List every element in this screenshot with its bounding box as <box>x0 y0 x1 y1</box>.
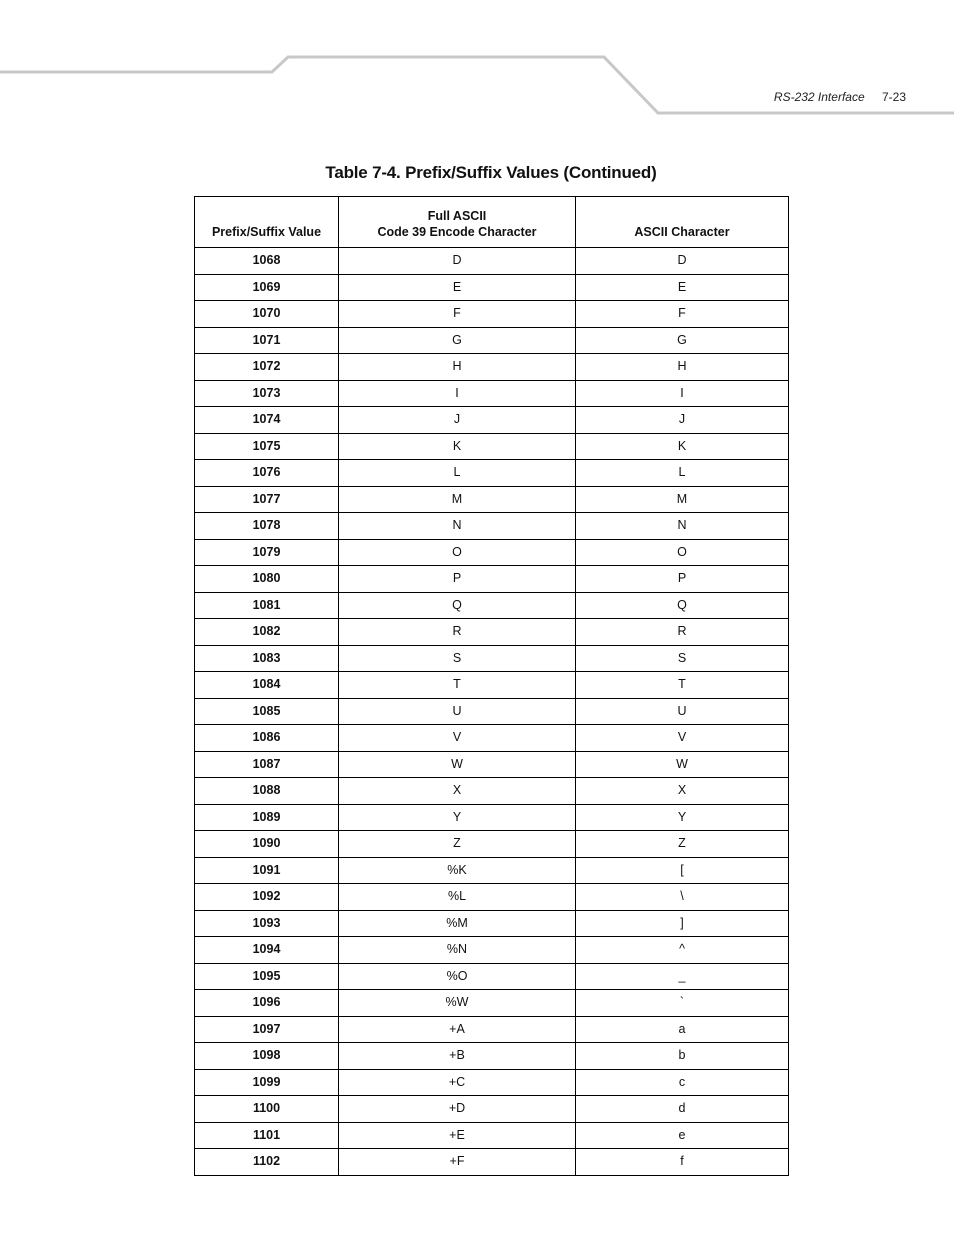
table-body <box>195 248 789 1176</box>
code39-encode-character-cell: G <box>339 327 576 354</box>
code39-encode-character-cell: Z <box>339 831 576 858</box>
ascii-character-cell: c <box>576 1069 789 1096</box>
code39-encode-character-cell: +E <box>339 1122 576 1149</box>
prefix-suffix-value-cell: 1095 <box>195 963 339 990</box>
ascii-character-cell: a <box>576 1016 789 1043</box>
ascii-character-cell: e <box>576 1122 789 1149</box>
ascii-character-cell: D <box>576 248 789 275</box>
prefix-suffix-value-cell: 1077 <box>195 486 339 513</box>
ascii-character-cell: L <box>576 460 789 487</box>
prefix-suffix-value-cell: 1099 <box>195 1069 339 1096</box>
ascii-character-cell: P <box>576 566 789 593</box>
ascii-character-cell: K <box>576 433 789 460</box>
column-header-line: Code 39 Encode Character <box>377 225 537 239</box>
column-header-prefix-suffix-value <box>195 197 339 248</box>
prefix-suffix-value-cell: 1100 <box>195 1096 339 1123</box>
code39-encode-character-cell: +B <box>339 1043 576 1070</box>
prefix-suffix-value-cell: 1082 <box>195 619 339 646</box>
prefix-suffix-value-cell: 1073 <box>195 380 339 407</box>
running-head-section: RS-232 Interface <box>773 90 865 104</box>
table-row <box>195 725 789 752</box>
table-row <box>195 831 789 858</box>
ascii-character-cell: J <box>576 407 789 434</box>
table-row <box>195 592 789 619</box>
prefix-suffix-value-cell: 1097 <box>195 1016 339 1043</box>
ascii-character-cell: S <box>576 645 789 672</box>
prefix-suffix-table <box>194 196 789 1176</box>
code39-encode-character-cell: O <box>339 539 576 566</box>
page-number: 7-23 <box>881 90 906 104</box>
prefix-suffix-value-cell: 1101 <box>195 1122 339 1149</box>
table-row <box>195 645 789 672</box>
ascii-character-cell: ` <box>576 990 789 1017</box>
table-row <box>195 990 789 1017</box>
code39-encode-character-cell: N <box>339 513 576 540</box>
prefix-suffix-value-cell: 1070 <box>195 301 339 328</box>
prefix-suffix-value-cell: 1087 <box>195 751 339 778</box>
code39-encode-character-cell: +A <box>339 1016 576 1043</box>
column-header-line: Full ASCII <box>427 209 487 223</box>
code39-encode-character-cell: H <box>339 354 576 381</box>
table-title: Table 7-4. Prefix/Suffix Values (Continued) <box>325 163 657 182</box>
code39-encode-character-cell: V <box>339 725 576 752</box>
table-row <box>195 1069 789 1096</box>
prefix-suffix-value-cell: 1090 <box>195 831 339 858</box>
code39-encode-character-cell: +C <box>339 1069 576 1096</box>
table-row <box>195 539 789 566</box>
ascii-character-cell: d <box>576 1096 789 1123</box>
code39-encode-character-cell: U <box>339 698 576 725</box>
ascii-character-cell: ^ <box>576 937 789 964</box>
prefix-suffix-value-cell: 1093 <box>195 910 339 937</box>
prefix-suffix-value-cell: 1072 <box>195 354 339 381</box>
code39-encode-character-cell: Y <box>339 804 576 831</box>
table-row <box>195 698 789 725</box>
table-row <box>195 248 789 275</box>
prefix-suffix-value-cell: 1092 <box>195 884 339 911</box>
code39-encode-character-cell: J <box>339 407 576 434</box>
table-row <box>195 301 789 328</box>
ascii-character-cell: E <box>576 274 789 301</box>
column-header-line: ASCII Character <box>634 225 730 239</box>
prefix-suffix-value-cell: 1086 <box>195 725 339 752</box>
prefix-suffix-value-cell: 1076 <box>195 460 339 487</box>
column-header-full-ascii-code39 <box>339 197 576 248</box>
table-row <box>195 1043 789 1070</box>
code39-encode-character-cell: T <box>339 672 576 699</box>
table-row <box>195 1016 789 1043</box>
code39-encode-character-cell: D <box>339 248 576 275</box>
table-row <box>195 884 789 911</box>
ascii-character-cell: U <box>576 698 789 725</box>
table-row <box>195 619 789 646</box>
ascii-character-cell: F <box>576 301 789 328</box>
table-row <box>195 354 789 381</box>
prefix-suffix-value-cell: 1084 <box>195 672 339 699</box>
table-row <box>195 407 789 434</box>
prefix-suffix-value-cell: 1069 <box>195 274 339 301</box>
prefix-suffix-value-cell: 1102 <box>195 1149 339 1176</box>
column-header-line: Prefix/Suffix Value <box>211 225 322 239</box>
table-header <box>195 197 789 248</box>
prefix-suffix-value-cell: 1079 <box>195 539 339 566</box>
table-row <box>195 1122 789 1149</box>
prefix-suffix-value-cell: 1096 <box>195 990 339 1017</box>
table-row <box>195 910 789 937</box>
table-row <box>195 513 789 540</box>
code39-encode-character-cell: R <box>339 619 576 646</box>
column-header-ascii-character <box>576 197 789 248</box>
ascii-character-cell: _ <box>576 963 789 990</box>
code39-encode-character-cell: %K <box>339 857 576 884</box>
ascii-character-cell: M <box>576 486 789 513</box>
ascii-character-cell: G <box>576 327 789 354</box>
code39-encode-character-cell: %O <box>339 963 576 990</box>
ascii-character-cell: X <box>576 778 789 805</box>
table-row <box>195 751 789 778</box>
ascii-character-cell: Q <box>576 592 789 619</box>
ascii-character-cell: O <box>576 539 789 566</box>
ascii-character-cell: H <box>576 354 789 381</box>
prefix-suffix-value-cell: 1080 <box>195 566 339 593</box>
table-row <box>195 460 789 487</box>
table-row <box>195 380 789 407</box>
table-row <box>195 566 789 593</box>
code39-encode-character-cell: K <box>339 433 576 460</box>
table-row <box>195 274 789 301</box>
table-row <box>195 778 789 805</box>
header-rule-line <box>0 57 954 113</box>
ascii-character-cell: N <box>576 513 789 540</box>
ascii-character-cell: \ <box>576 884 789 911</box>
prefix-suffix-value-cell: 1075 <box>195 433 339 460</box>
ascii-character-cell: R <box>576 619 789 646</box>
table-row <box>195 672 789 699</box>
code39-encode-character-cell: Q <box>339 592 576 619</box>
code39-encode-character-cell: %M <box>339 910 576 937</box>
prefix-suffix-value-cell: 1091 <box>195 857 339 884</box>
prefix-suffix-value-cell: 1083 <box>195 645 339 672</box>
table-row <box>195 963 789 990</box>
table-row <box>195 327 789 354</box>
prefix-suffix-value-cell: 1078 <box>195 513 339 540</box>
code39-encode-character-cell: F <box>339 301 576 328</box>
table-header-row <box>195 197 789 248</box>
code39-encode-character-cell: W <box>339 751 576 778</box>
prefix-suffix-value-cell: 1068 <box>195 248 339 275</box>
code39-encode-character-cell: +D <box>339 1096 576 1123</box>
prefix-suffix-value-cell: 1071 <box>195 327 339 354</box>
prefix-suffix-value-cell: 1094 <box>195 937 339 964</box>
ascii-character-cell: W <box>576 751 789 778</box>
table-row <box>195 486 789 513</box>
code39-encode-character-cell: %W <box>339 990 576 1017</box>
ascii-character-cell: f <box>576 1149 789 1176</box>
code39-encode-character-cell: %L <box>339 884 576 911</box>
table-row <box>195 1149 789 1176</box>
code39-encode-character-cell: M <box>339 486 576 513</box>
prefix-suffix-value-cell: 1088 <box>195 778 339 805</box>
code39-encode-character-cell: E <box>339 274 576 301</box>
ascii-character-cell: b <box>576 1043 789 1070</box>
ascii-character-cell: ] <box>576 910 789 937</box>
ascii-character-cell: T <box>576 672 789 699</box>
ascii-character-cell: Y <box>576 804 789 831</box>
ascii-character-cell: [ <box>576 857 789 884</box>
ascii-character-cell: Z <box>576 831 789 858</box>
code39-encode-character-cell: I <box>339 380 576 407</box>
prefix-suffix-value-cell: 1074 <box>195 407 339 434</box>
prefix-suffix-value-cell: 1089 <box>195 804 339 831</box>
prefix-suffix-value-cell: 1098 <box>195 1043 339 1070</box>
table-row <box>195 857 789 884</box>
table-row <box>195 937 789 964</box>
running-head <box>774 90 906 104</box>
prefix-suffix-value-cell: 1081 <box>195 592 339 619</box>
code39-encode-character-cell: L <box>339 460 576 487</box>
prefix-suffix-value-cell: 1085 <box>195 698 339 725</box>
code39-encode-character-cell: S <box>339 645 576 672</box>
ascii-character-cell: V <box>576 725 789 752</box>
code39-encode-character-cell: +F <box>339 1149 576 1176</box>
table-row <box>195 1096 789 1123</box>
code39-encode-character-cell: P <box>339 566 576 593</box>
ascii-character-cell: I <box>576 380 789 407</box>
table-row <box>195 433 789 460</box>
table-row <box>195 804 789 831</box>
code39-encode-character-cell: %N <box>339 937 576 964</box>
code39-encode-character-cell: X <box>339 778 576 805</box>
